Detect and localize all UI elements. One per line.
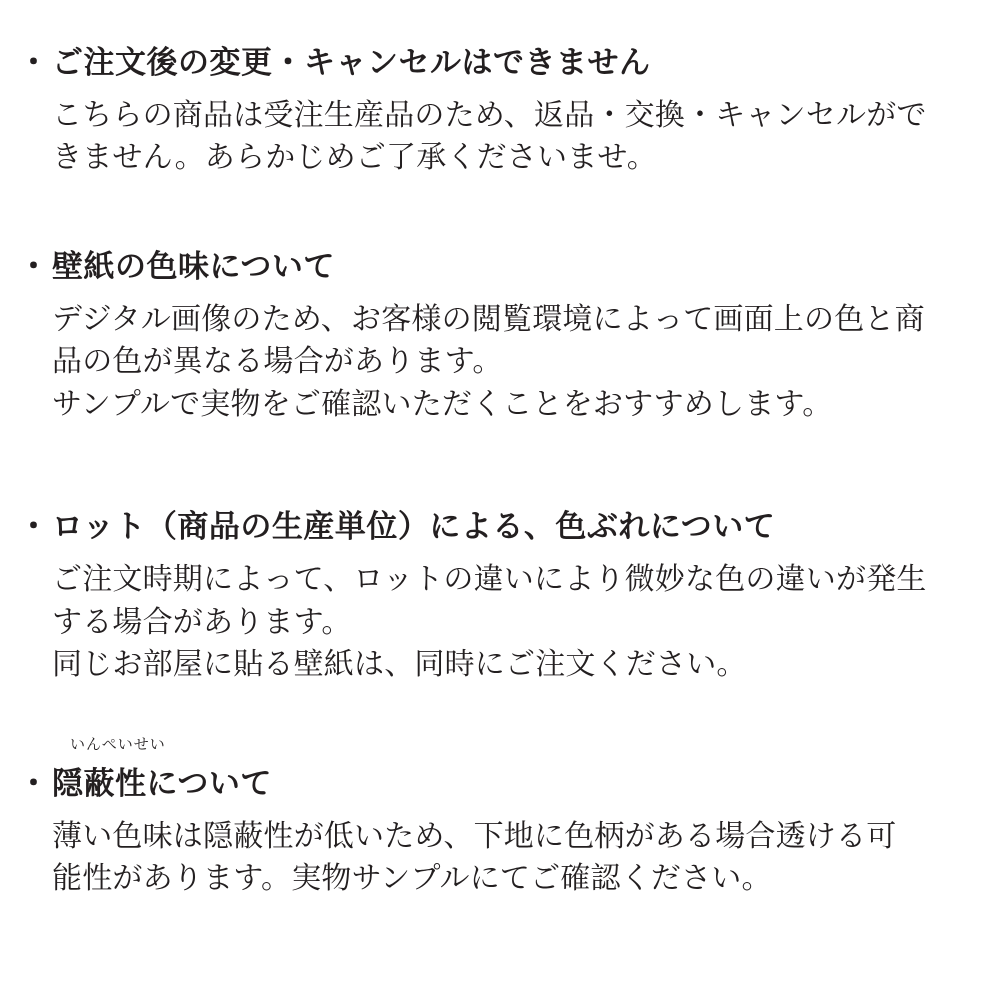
bullet-icon: ・ <box>18 45 50 81</box>
bullet-icon: ・ <box>18 509 50 546</box>
bullet-icon: ・ <box>18 248 50 285</box>
body-line: 能性があります。実物サンプルにてご確認ください。 <box>52 861 772 897</box>
section-heading-text: 壁紙の色味について <box>52 248 335 285</box>
body-line: ご注文時期によって、ロットの違いにより微妙な色の違いが発生 <box>52 562 927 598</box>
section-body <box>18 95 970 180</box>
notice-section-lot-color-variation <box>18 508 970 687</box>
section-heading-text: 隠蔽性について <box>52 766 272 802</box>
body-line: きません。あらかじめご了承くださいませ。 <box>52 140 657 176</box>
notice-section-wallpaper-color <box>18 248 970 427</box>
body-line: サンプルで実物をご確認いただくことをおすすめします。 <box>52 386 833 422</box>
section-heading <box>18 765 970 804</box>
notice-section-order-change <box>18 44 970 180</box>
body-line: こちらの商品は受注生産品のため、返品・交換・キャンセルがで <box>52 97 927 133</box>
section-body <box>18 816 970 901</box>
bullet-icon: ・ <box>18 766 50 802</box>
section-body <box>18 559 970 687</box>
body-line: 品の色が異なる場合があります。 <box>52 344 503 380</box>
section-heading <box>18 44 970 83</box>
body-line: 同じお部屋に貼る壁紙は、同時にご注文ください。 <box>52 647 747 683</box>
ruby-annotation: いんぺいせい <box>70 735 166 753</box>
section-heading-text: ご注文後の変更・キャンセルはできません <box>52 45 651 81</box>
body-line: する場合があります。 <box>52 604 352 640</box>
section-heading <box>18 248 970 287</box>
section-body <box>18 299 970 427</box>
section-heading <box>18 508 970 547</box>
notice-section-opacity <box>18 735 970 901</box>
body-line: デジタル画像のため、お客様の閲覧環境によって画面上の色と商 <box>52 301 925 337</box>
section-heading-text: ロット（商品の生産単位）による、色ぶれについて <box>52 509 776 546</box>
body-line: 薄い色味は隠蔽性が低いため、下地に色柄がある場合透ける可 <box>52 818 897 854</box>
